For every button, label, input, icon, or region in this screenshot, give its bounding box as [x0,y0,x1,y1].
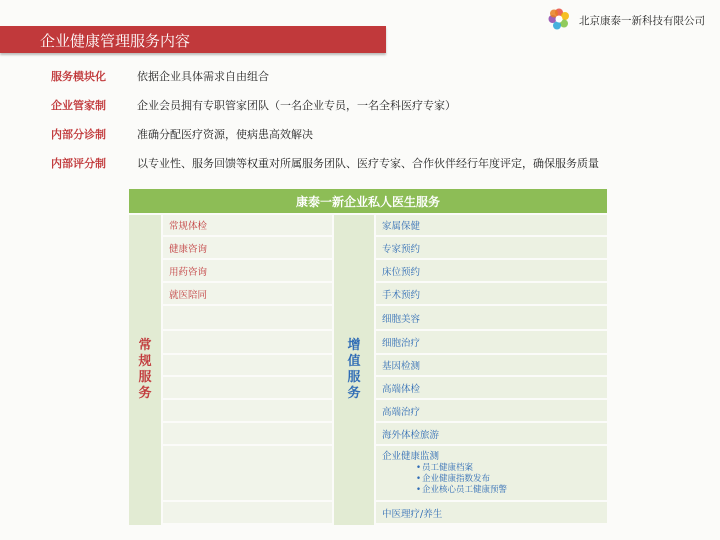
empty-cell [162,376,333,399]
intro-label: 服务模块化 [51,70,106,83]
empty-cell [162,422,333,445]
value-added-service-item: 中医理疗/养生 [375,501,608,524]
value-added-service-item: 床位预约 [375,259,608,282]
intro-label: 企业管家制 [51,99,106,112]
monitoring-sub-item: •员工健康档案 [382,463,607,474]
intro-row [51,97,456,113]
intro-text: 企业会员拥有专职管家团队（一名企业专员，一名全科医疗专家） [137,99,456,112]
empty-cell [162,399,333,422]
value-added-service-item: 细胞治疗 [375,330,608,354]
empty-cell [375,524,608,526]
enterprise-health-monitoring-cell [375,445,608,501]
value-added-service-item: 高端治疗 [375,399,608,422]
regular-service-category [128,214,162,526]
empty-cell [162,330,333,354]
empty-cell [162,501,333,524]
intro-text: 以专业性、服务回馈等权重对所属服务团队、医疗专家、合作伙伴经行年度评定，确保服务质量 [137,157,599,170]
regular-service-label: 常 规 服 务 [138,338,152,401]
value-added-service-item: 基因检测 [375,354,608,376]
intro-label: 内部分诊制 [51,128,106,141]
empty-cell [162,524,333,526]
value-added-service-item: 家属保健 [375,214,608,236]
service-table [127,187,609,527]
intro-row [51,155,599,171]
value-added-service-item: 专家预约 [375,236,608,259]
monitoring-sub-item: •企业核心员工健康预警 [382,485,607,496]
company-name: 北京康泰一新科技有限公司 [579,15,705,27]
value-added-service-label: 增 值 服 务 [347,338,361,401]
intro-text: 依据企业具体需求自由组合 [137,70,269,83]
bullet: • [416,485,422,495]
value-added-service-category [333,214,375,526]
value-added-service-item: 细胞美容 [375,305,608,330]
value-added-service-item: 高端体检 [375,376,608,399]
regular-service-item: 健康咨询 [162,236,333,259]
value-added-service-item: 企业健康监测 [382,451,440,462]
value-added-service-item: 手术预约 [375,282,608,305]
empty-cell [162,445,333,501]
intro-row [51,126,313,142]
value-added-service-item: 海外体检旅游 [375,422,608,445]
regular-service-item: 就医陪同 [162,282,333,305]
bullet: • [416,474,422,484]
regular-service-item: 用药咨询 [162,259,333,282]
intro-row [51,68,269,84]
service-table-header: 康泰一新企业私人医生服务 [128,188,608,214]
page-title-bar [0,26,386,53]
company-logo-icon [548,8,570,30]
intro-label: 内部评分制 [51,157,106,170]
page-title: 企业健康管理服务内容 [40,32,191,50]
empty-cell [162,354,333,376]
empty-cell [162,305,333,330]
regular-service-item: 常规体检 [162,214,333,236]
bullet: • [416,463,422,473]
intro-text: 准确分配医疗资源，使病患高效解决 [137,128,313,141]
monitoring-sub-item: •企业健康指数发布 [382,474,607,485]
